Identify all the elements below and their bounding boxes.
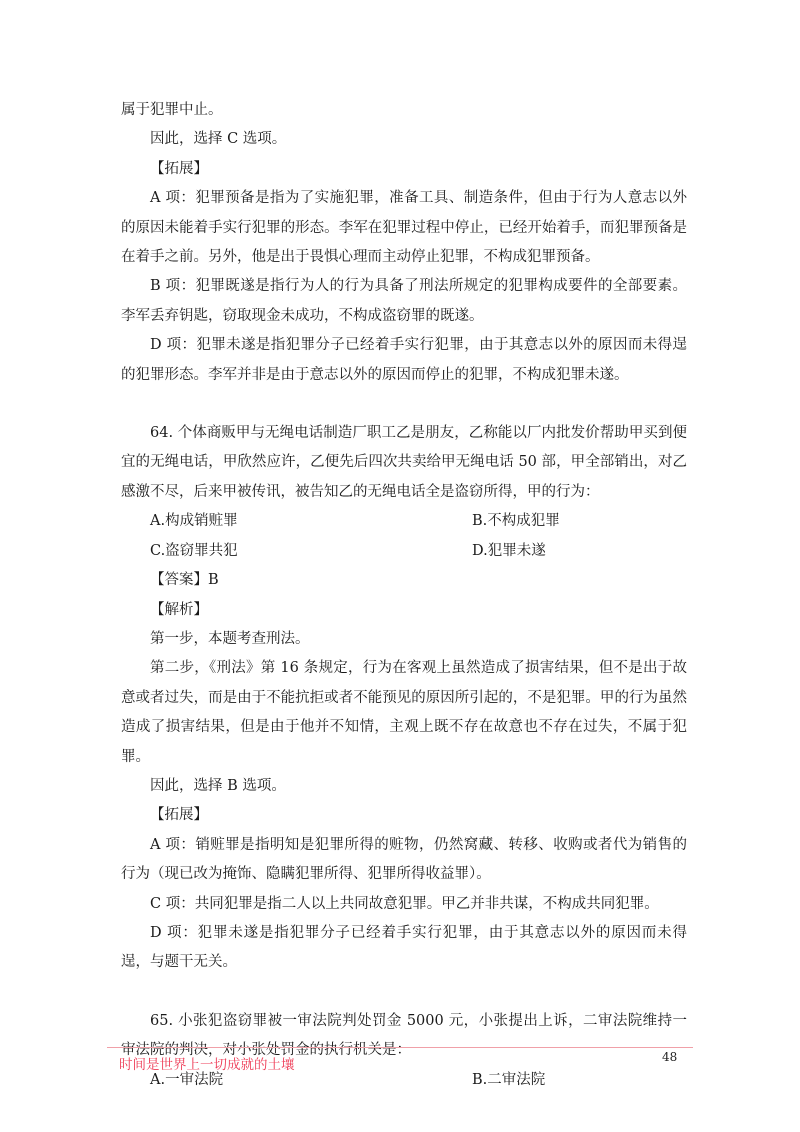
question-65: 65. 小张犯盗窃罪被一审法院判处罚金 5000 元，小张提出上诉，二审法院维持一审法院的判决，对小张处罚金的执行机关是： <box>121 1012 687 1059</box>
section-heading-extension: 【拓展】 <box>150 807 208 824</box>
paragraph: 第二步，《刑法》第 16 条规定，行为在客观上虽然造成了损害结果，但不是出于故意或者过失，而是由于不能抗拒或者不能预见的原因所引起的，不是犯罪。甲的行为虽然造成了损害结果，但是由于他并不知情，主观上既不存在故意也不存在过失，不属于犯罪。 <box>121 660 687 765</box>
paragraph: 因此，选择 C 选项。 <box>150 131 287 148</box>
paragraph: A 项：犯罪预备是指为了实施犯罪，准备工具、制造条件，但由于行为人意志以外的原因未能着手实行犯罪的形态。李军在犯罪过程中停止，已经开始着手，而犯罪预备是在着手之前。另外，他是出于畏惧心理而主动停止犯罪，不构成犯罪预备。 <box>121 190 687 266</box>
spacer <box>121 978 687 1007</box>
paragraph: 属于犯罪中止。 <box>121 102 223 118</box>
option-d: D.犯罪未遂 <box>472 542 546 559</box>
paragraph: B 项：犯罪既遂是指行为人的行为具备了刑法所规定的犯罪构成要件的全部要素。李军丢弃钥匙，窃取现金未成功，不构成盗窃罪的既遂。 <box>121 278 687 324</box>
section-heading-analysis: 【解析】 <box>150 601 208 618</box>
options-row <box>121 537 687 566</box>
paragraph: 因此，选择 B 选项。 <box>150 777 286 794</box>
option-a: A.构成销赃罪 <box>150 513 238 530</box>
question-64: 64. 个体商贩甲与无绳电话制造厂职工乙是朋友，乙称能以厂内批发价帮助甲买到便宜的无绳电话，甲欣然应许，乙便先后四次共卖给甲无绳电话 50 部，甲全部销出，对乙感激不尽，后来甲被传讯，被告知乙的无绳电话全是盗窃所得，甲的行为： <box>121 425 687 500</box>
paragraph: C 项：共同犯罪是指二人以上共同故意犯罪。甲乙并非共谋，不构成共同犯罪。 <box>150 895 659 912</box>
footer-divider <box>107 1047 693 1048</box>
answer-label: 【答案】B <box>150 572 219 589</box>
footer-slogan: 时间是世界上一切成就的土壤 <box>119 1057 295 1073</box>
options-row <box>121 507 687 536</box>
paragraph: A 项：销赃罪是指明知是犯罪所得的赃物，仍然窝藏、转移、收购或者代为销售的行为（现已改为掩饰、隐瞒犯罪所得、犯罪所得收益罪）。 <box>121 836 687 883</box>
option-c: C.盗窃罪共犯 <box>150 542 238 559</box>
page-number: 48 <box>662 1050 678 1064</box>
paragraph: D 项：犯罪未遂是指犯罪分子已经着手实行犯罪，由于其意志以外的原因而未得逞的犯罪形态。李军并非是由于意志以外的原因而停止的犯罪，不构成犯罪未遂。 <box>121 337 687 383</box>
option-a: A.一审法院 <box>150 1071 224 1088</box>
option-b: B.二审法院 <box>472 1071 546 1088</box>
page-content <box>121 96 687 1095</box>
paragraph: D 项：犯罪未遂是指犯罪分子已经着手实行犯罪，由于其意志以外的原因而未得逞，与题干无关。 <box>121 924 687 971</box>
paragraph: 第一步，本题考查刑法。 <box>150 630 310 647</box>
section-heading-extension: 【拓展】 <box>150 160 208 177</box>
option-b: B.不构成犯罪 <box>472 513 560 530</box>
spacer <box>121 390 687 419</box>
